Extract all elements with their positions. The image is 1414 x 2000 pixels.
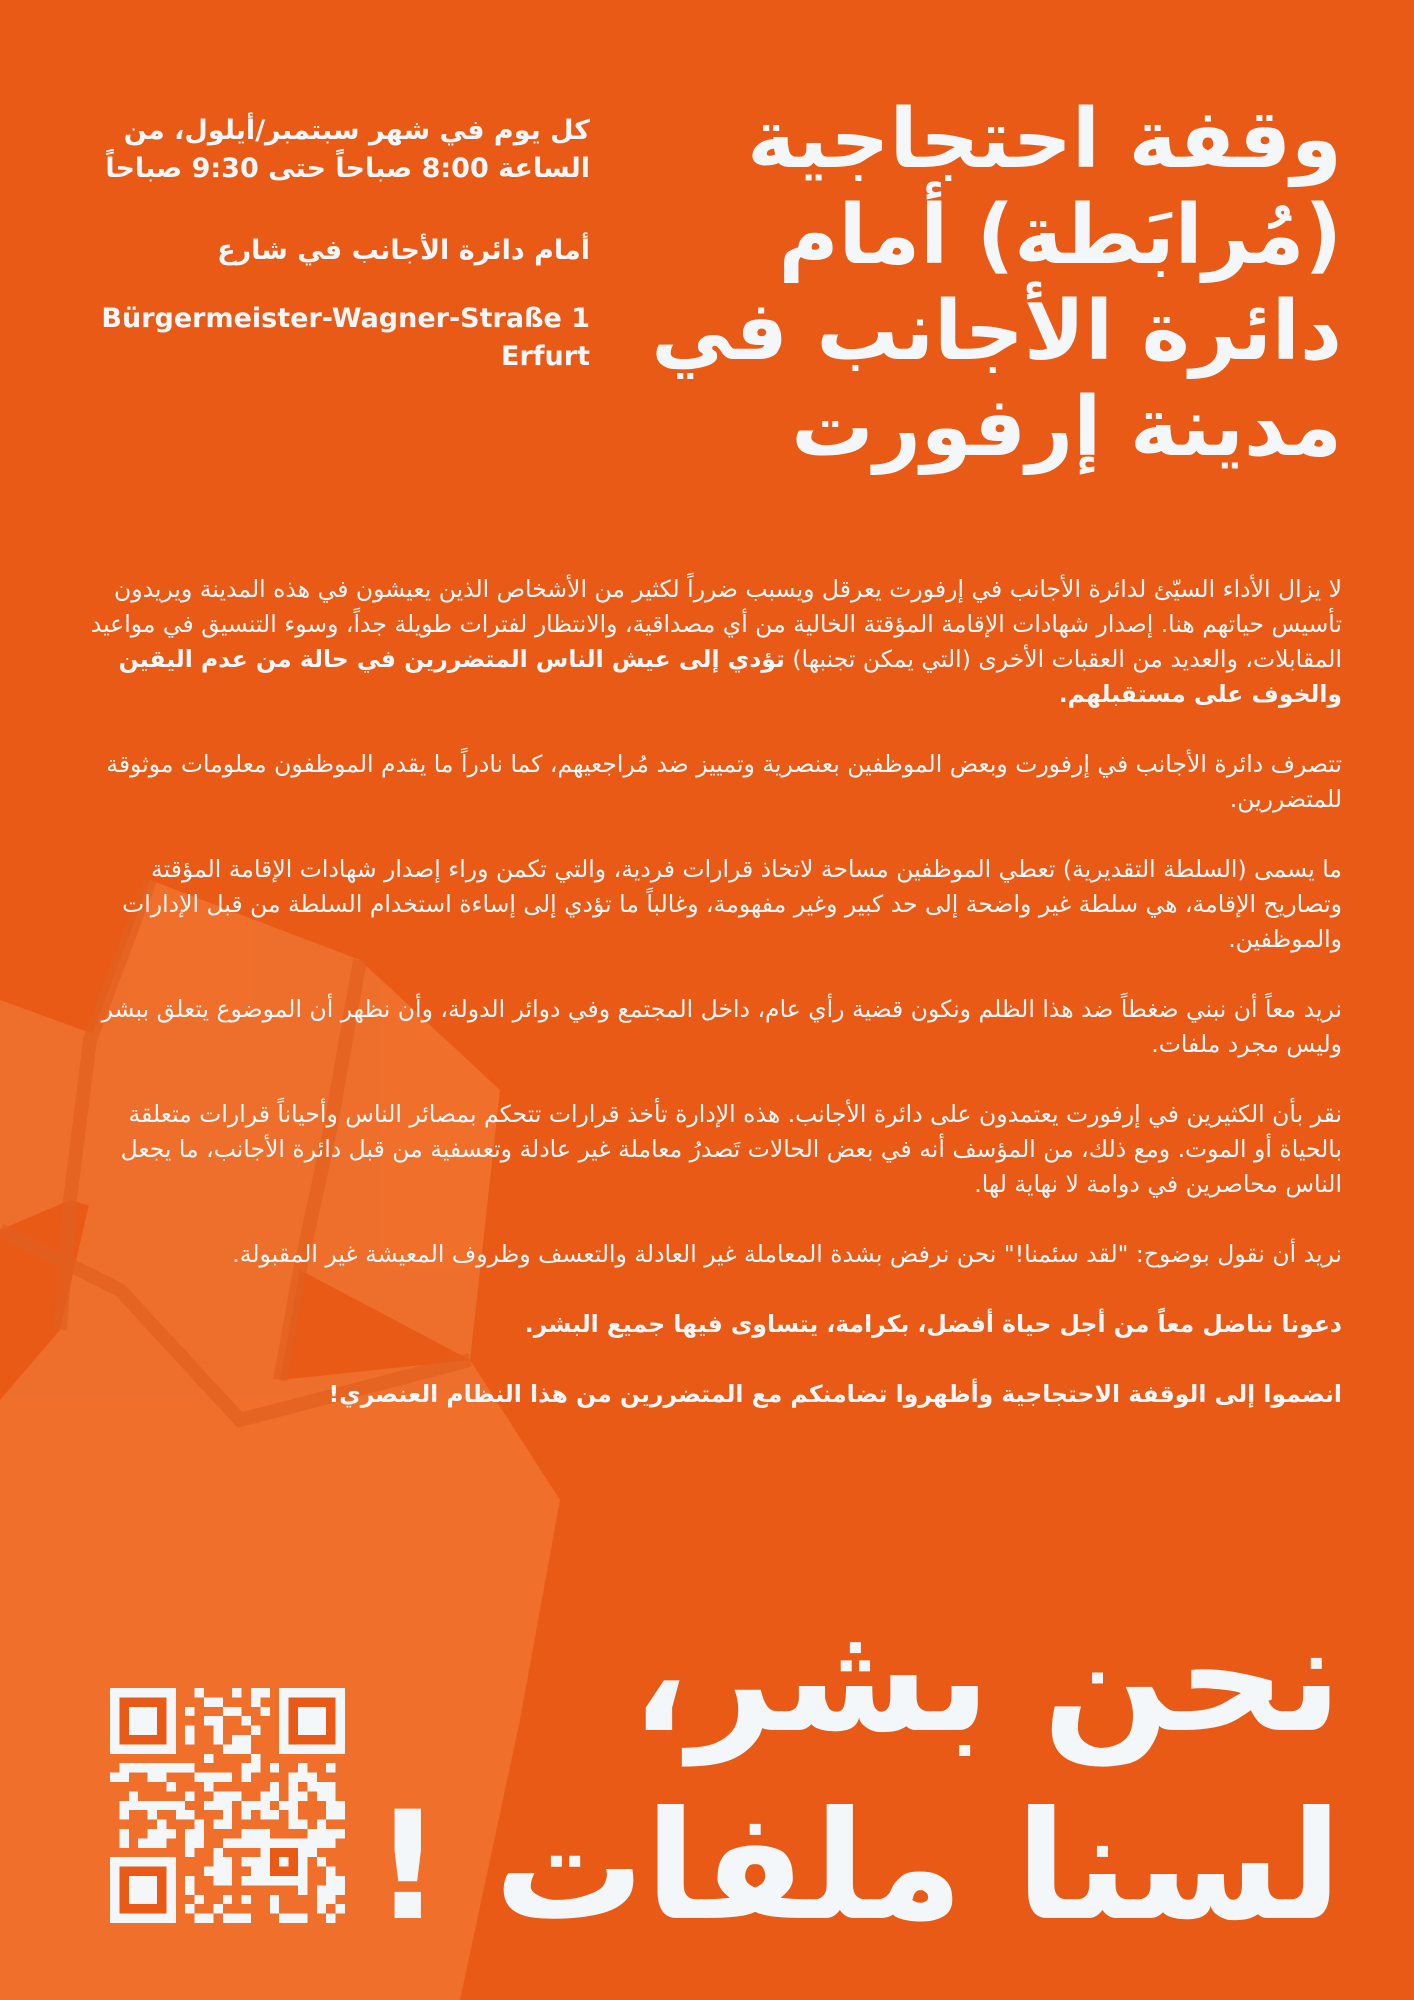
slogan-line: لسنا ملفات ! <box>373 1780 1342 1954</box>
page-title <box>642 92 1342 476</box>
body-text <box>88 572 1342 1447</box>
call-to-action: دعونا نناضل معاً من أجل حياة أفضل، بكرامة، يتساوى فيها جميع البشر. <box>524 1310 1342 1338</box>
title-line: دائرة الأجانب في <box>651 284 1342 379</box>
paragraph-8 <box>88 1377 1342 1412</box>
city-name: Erfurt <box>501 341 590 372</box>
paragraph-1-emphasis: تؤدي إلى عيش الناس المتضررين في حالة من عدم اليقين والخوف على مستقبلهم. <box>118 645 1342 708</box>
paragraph-3: ما يسمى (السلطة التقديرية) تعطي الموظفين مساحة لاتخاذ قرارات فردية، والتي تكمن وراء إصدار شهادات الإقامة المؤقتة وتصاريح الإقامة، هي سلطة غير واضحة إلى حد كبير وغير مفهومة، وغالباً ما تؤدي إلى إساءة استخدام السلطة من قبل الإدارات والموظفين. <box>122 855 1342 953</box>
slogan-line: نحن بشر، <box>631 1592 1342 1766</box>
qr-code[interactable] <box>110 1688 345 1923</box>
paragraph-6: نريد أن نقول بوضوح: "لقد سئمنا!" نحن نرفض بشدة المعاملة غير العادلة والتعسف وظروف المعيشة غير المقبولة. <box>232 1240 1342 1268</box>
street-address: Bürgermeister-Wagner-Straße 1 <box>101 303 590 334</box>
paragraph-2: تتصرف دائرة الأجانب في إرفورت وبعض الموظفين بعنصرية وتمييز ضد مُراجعيهم، كما نادراً ما يقدم الموظفون معلومات موثوقة للمتضررين. <box>106 750 1342 813</box>
paragraph-4: نريد معاً أن نبني ضغطاً ضد هذا الظلم ونكون قضية رأي عام، داخل المجتمع وفي دوائر الدولة، وأن نظهر أن الموضوع يتعلق ببشر وليس مجرد ملفات. <box>101 995 1342 1058</box>
schedule-line: كل يوم في شهر سبتمبر/أيلول، من <box>123 115 590 146</box>
paragraph-7 <box>88 1307 1342 1342</box>
title-line: مدينة إرفورت <box>791 380 1342 475</box>
join-call: انضموا إلى الوقفة الاحتجاجية وأظهروا تضامنكم مع المتضررين من هذا النظام العنصري! <box>328 1380 1342 1408</box>
paragraph-1-text: لا يزال الأداء السيّئ لدائرة الأجانب في إرفورت يعرقل ويسبب ضرراً لكثير من الأشخاص الذين يعيشون في هذه المدينة ويريدون تأسيس حياتهم هنا. إصدار شهادات الإقامة المؤقتة الخالية من أي مصداقية، والانتظار لفترات طويلة جداً، وسوء التنسيق في مواعيد المقابلات، والعديد من العقبات الأخرى (التي يمكن تجنبها) <box>90 575 1342 673</box>
paragraph-5: نقر بأن الكثيرين في إرفورت يعتمدون على دائرة الأجانب. هذه الإدارة تأخذ قرارات تتحكم بمصائر الناس وأحياناً قرارات متعلقة بالحياة أو الموت. ومع ذلك، من المؤسف أنه في بعض الحالات تَصدرُ معاملة غير عادلة وتعسفية من قبل دائرة الأجانب، ما يجعل الناس محاصرين في دوامة لا نهاية لها. <box>120 1100 1342 1198</box>
title-line: (مُرابَطة) أمام <box>778 188 1342 283</box>
slogan <box>342 1585 1342 1961</box>
paragraph-1 <box>88 572 1342 712</box>
title-line: وقفة احتجاجية <box>747 92 1342 187</box>
location-text: أمام دائرة الأجانب في شارع <box>217 235 590 266</box>
schedule-line: الساعة 8:00 صباحاً حتى 9:30 صباحاً <box>105 153 590 184</box>
event-info <box>60 112 590 376</box>
